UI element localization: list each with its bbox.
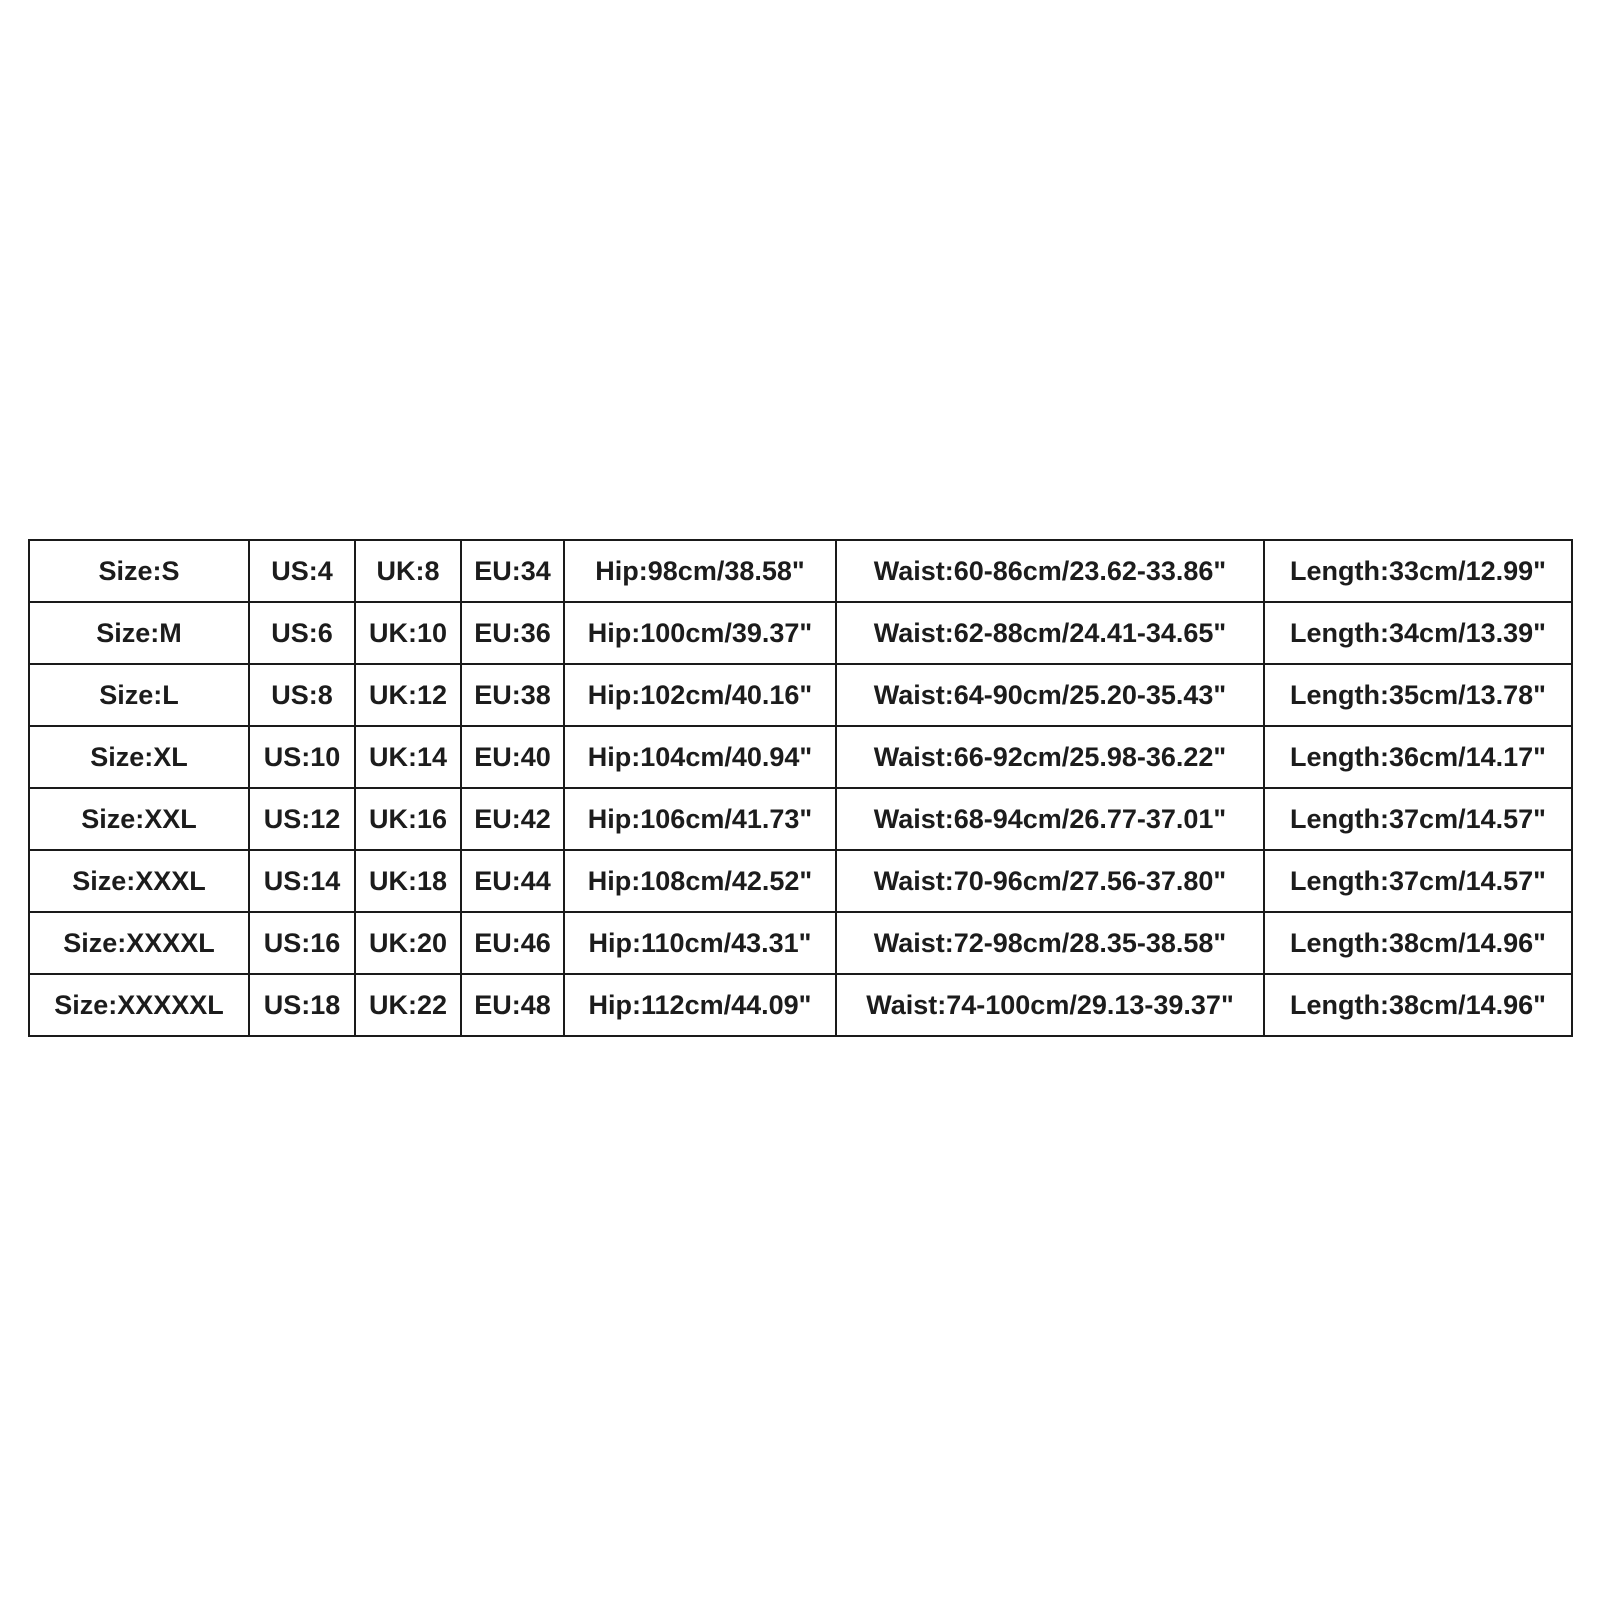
waist-cell: Waist:62-88cm/24.41-34.65" [836,602,1264,664]
size-cell: Size:XXXXL [29,912,249,974]
us-cell: US:16 [249,912,355,974]
table-row [29,726,1572,788]
eu-cell: EU:48 [461,974,564,1036]
uk-cell: UK:10 [355,602,461,664]
uk-cell: UK:12 [355,664,461,726]
us-cell: US:10 [249,726,355,788]
eu-cell: EU:44 [461,850,564,912]
hip-cell: Hip:98cm/38.58" [564,540,836,602]
hip-cell: Hip:110cm/43.31" [564,912,836,974]
eu-cell: EU:46 [461,912,564,974]
eu-cell: EU:40 [461,726,564,788]
uk-cell: UK:8 [355,540,461,602]
waist-cell: Waist:70-96cm/27.56-37.80" [836,850,1264,912]
length-cell: Length:33cm/12.99" [1264,540,1572,602]
waist-cell: Waist:64-90cm/25.20-35.43" [836,664,1264,726]
table-row [29,602,1572,664]
eu-cell: EU:34 [461,540,564,602]
eu-cell: EU:38 [461,664,564,726]
hip-cell: Hip:108cm/42.52" [564,850,836,912]
length-cell: Length:37cm/14.57" [1264,850,1572,912]
table-row [29,974,1572,1036]
table-row [29,540,1572,602]
length-cell: Length:34cm/13.39" [1264,602,1572,664]
eu-cell: EU:42 [461,788,564,850]
size-chart [28,539,1571,1037]
table-row [29,788,1572,850]
us-cell: US:8 [249,664,355,726]
hip-cell: Hip:104cm/40.94" [564,726,836,788]
us-cell: US:4 [249,540,355,602]
us-cell: US:18 [249,974,355,1036]
uk-cell: UK:18 [355,850,461,912]
uk-cell: UK:16 [355,788,461,850]
us-cell: US:12 [249,788,355,850]
length-cell: Length:35cm/13.78" [1264,664,1572,726]
table-row [29,912,1572,974]
hip-cell: Hip:102cm/40.16" [564,664,836,726]
us-cell: US:14 [249,850,355,912]
hip-cell: Hip:112cm/44.09" [564,974,836,1036]
length-cell: Length:37cm/14.57" [1264,788,1572,850]
hip-cell: Hip:106cm/41.73" [564,788,836,850]
waist-cell: Waist:60-86cm/23.62-33.86" [836,540,1264,602]
size-cell: Size:S [29,540,249,602]
size-chart-table [28,539,1573,1037]
table-row [29,664,1572,726]
length-cell: Length:36cm/14.17" [1264,726,1572,788]
length-cell: Length:38cm/14.96" [1264,912,1572,974]
size-cell: Size:M [29,602,249,664]
uk-cell: UK:14 [355,726,461,788]
size-cell: Size:XL [29,726,249,788]
uk-cell: UK:22 [355,974,461,1036]
waist-cell: Waist:72-98cm/28.35-38.58" [836,912,1264,974]
size-cell: Size:XXL [29,788,249,850]
waist-cell: Waist:68-94cm/26.77-37.01" [836,788,1264,850]
size-cell: Size:XXXXXL [29,974,249,1036]
us-cell: US:6 [249,602,355,664]
waist-cell: Waist:66-92cm/25.98-36.22" [836,726,1264,788]
waist-cell: Waist:74-100cm/29.13-39.37" [836,974,1264,1036]
uk-cell: UK:20 [355,912,461,974]
length-cell: Length:38cm/14.96" [1264,974,1572,1036]
eu-cell: EU:36 [461,602,564,664]
hip-cell: Hip:100cm/39.37" [564,602,836,664]
table-row [29,850,1572,912]
size-cell: Size:XXXL [29,850,249,912]
size-cell: Size:L [29,664,249,726]
